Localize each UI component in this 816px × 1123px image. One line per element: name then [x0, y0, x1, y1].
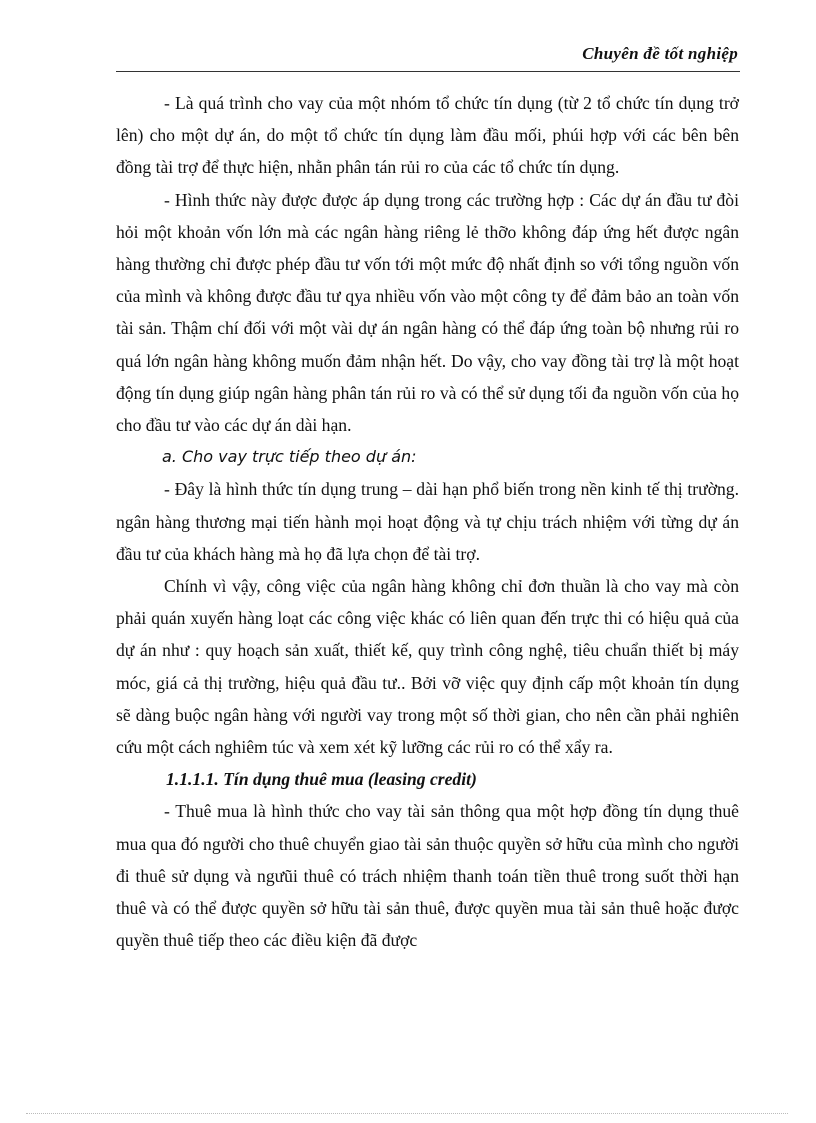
header-divider [116, 71, 740, 72]
header-title: Chuyên đề tốt nghiệp [582, 44, 738, 63]
footer-dotted-line [26, 1113, 788, 1114]
subheading-direct-project-loan: a. Cho vay trực tiếp theo dự án: [162, 447, 417, 467]
paragraph-leasing-definition: - Thuê mua là hình thức cho vay tài sản thông qua một hợp đồng tín dụng thuê mua qua đó người cho thuê chuyển giao tài sản thuộc quyền sở hữu của mình cho người đi thuê sử dụng và ngưũi thuê có trách nhiệm thanh toán tiền thuê trong suốt thời hạn thuê và có thể được quyền sở hữu tài sản thuê, được quyền mua tài sản thuê hoặc được quyền thuê tiếp theo các điều kiện đã được [116, 801, 739, 951]
section-heading-leasing-credit: 1.1.1.1. Tín dụng thuê mua (leasing credit) [166, 769, 477, 790]
paragraph-syndicated-loan-usage: - Hình thức này được được áp dụng trong các trường hợp : Các dự án đầu tư đòi hỏi một khoản vốn lớn mà các ngân hàng riêng lẻ thỡo không đáp ứng hết được ngân hàng thường chỉ được phép đầu tư vốn tới một mức độ nhất định so với tổng nguồn vốn của mình và không được đầu tư qya nhiều vốn vào một công ty để đảm bảo an toàn vốn tài sản. Thậm chí đối với một vài dự án ngân hàng có thể đáp ứng toàn bộ nhưng rủi ro quá lớn ngân hàng không muốn đảm nhận hết. Do vậy, cho vay đồng tài trợ là một hoạt động tín dụng giúp ngân hàng phân tán rủi ro và có thể sử dụng tối đa nguồn vốn của họ cho đầu tư vào các dự án dài hạn. [116, 189, 739, 436]
paragraph-bank-responsibilities: Chính vì vậy, công việc của ngân hàng không chỉ đơn thuần là cho vay mà còn phải quán xuyến hàng loạt các công việc khác có liên quan đến trực thi có hiệu quả của dự án như : quy hoạch sản xuất, thiết kế, quy trình công nghệ, tiêu chuẩn thiết bị máy móc, giá cả thị trường, hiệu quả đầu tư.. Bởi vỡ việc quy định cấp một khoản tín dụng sẽ dàng buộc ngân hàng với người vay trong một số thời gian, cho nên cần phải nghiên cứu một cách nghiêm túc và xem xét kỹ lưỡng các rủi ro có thể xẩy ra. [116, 576, 739, 758]
paragraph-direct-loan-definition: - Đây là hình thức tín dụng trung – dài hạn phổ biến trong nền kinh tế thị trường. ngân hàng thương mại tiến hành mọi hoạt động và tự chịu trách nhiệm với từng dự án đầu tư của khách hàng mà họ đã lựa chọn để tài trợ. [116, 479, 739, 564]
document-body [116, 87, 739, 956]
paragraph-syndicated-loan-definition: - Là quá trình cho vay của một nhóm tổ chức tín dụng (từ 2 tổ chức tín dụng trở lên) cho một dự án, do một tổ chức tín dụng làm đầu mối, phúi hợp với các bên bên đồng tài trợ để thực hiện, nhằn phân tán rủi ro của các tổ chức tín dụng. [116, 93, 739, 178]
